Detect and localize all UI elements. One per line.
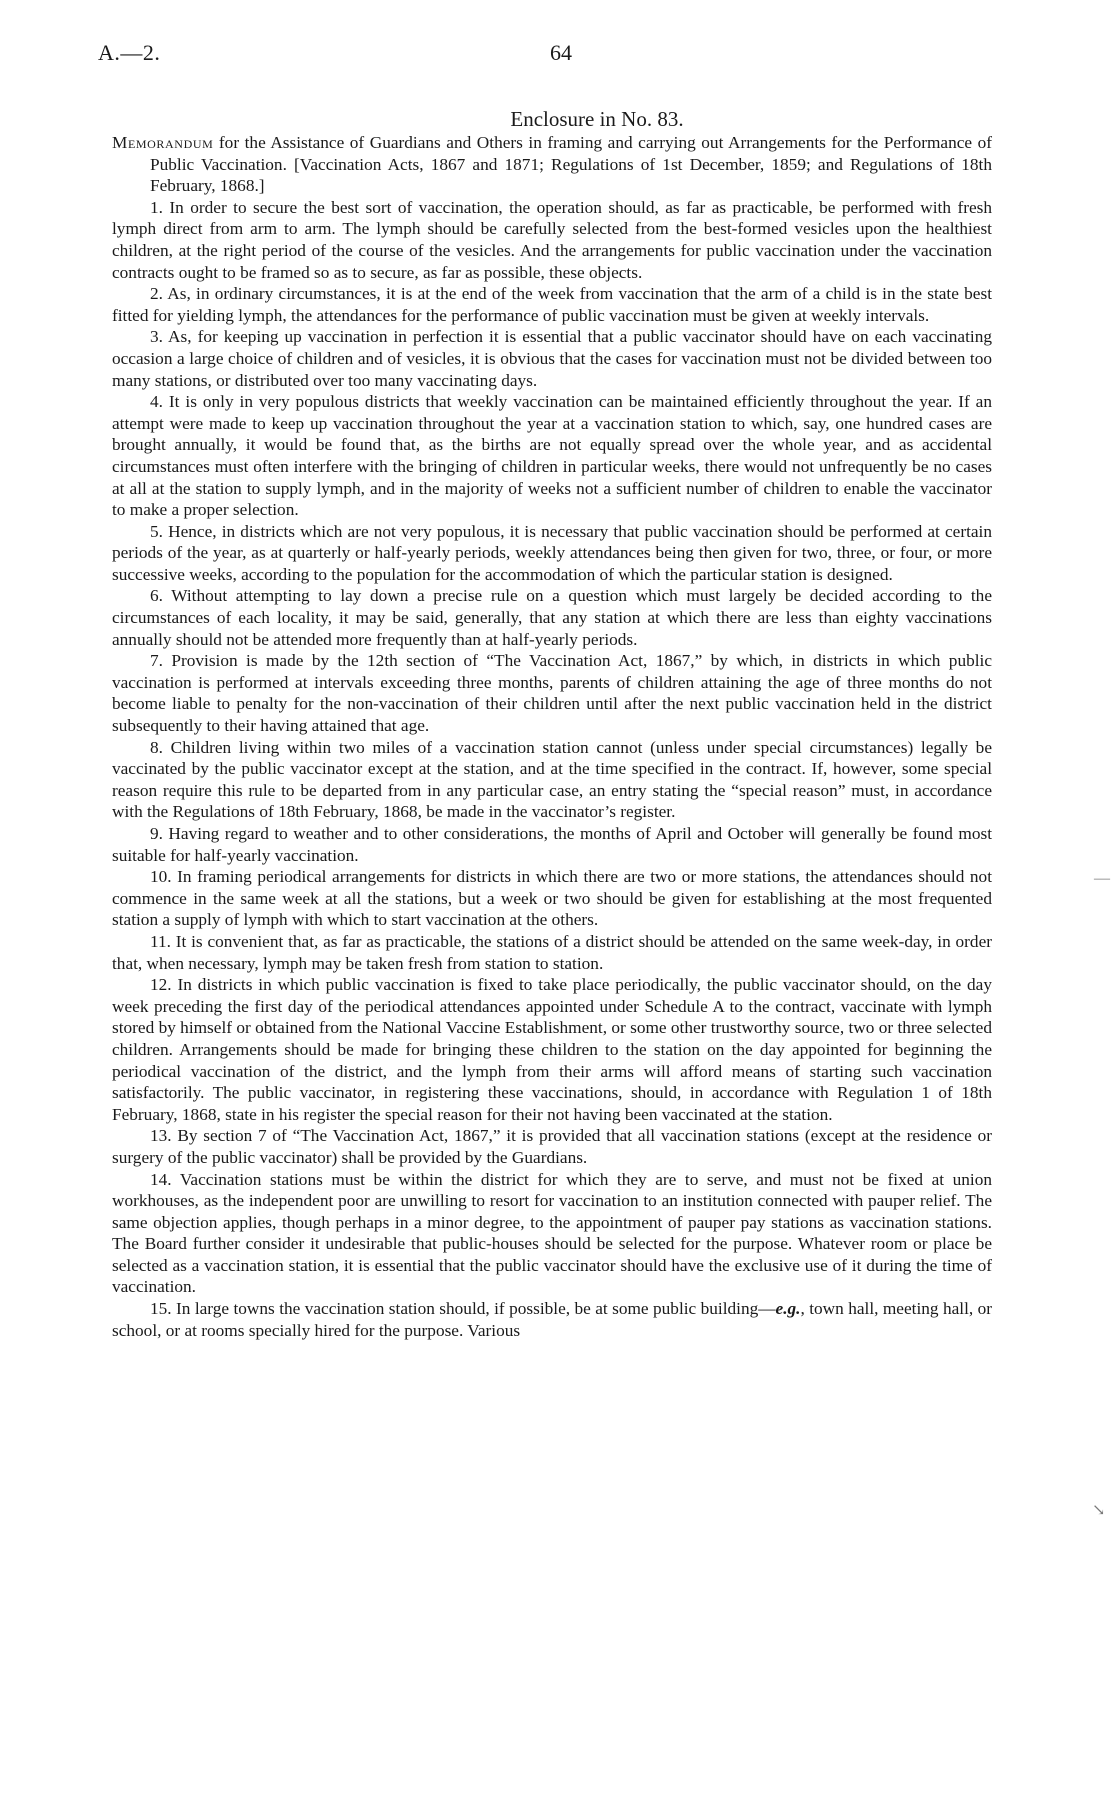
paragraph-4: 4. It is only in very populous districts that weekly vaccination can be maintained efficiently throughout the year. If an attempt were made to keep up vaccination throughout the year at a vaccination station to which, say, one hundred cases are brought annually, it would be found that, as the births are not equally spread over the whole year, and as accidental circumstances must often interfere with the bringing of children in particular weeks, there would not unfrequently be no cases at all at the station to supply lymph, and in the majority of weeks not a sufficient number of children to enable the vaccinator to make a proper selection.	[112, 392, 992, 520]
document-page	[98, 40, 993, 1341]
paragraph-6: 6. Without attempting to lay down a precise rule on a question which must largely be decided according to the circumstances of each locality, it may be said, generally, that any station at which there are less than eighty vaccinations annually should not be attended more frequently than at half-yearly periods.	[112, 586, 992, 649]
paragraph-10: 10. In framing periodical arrangements for districts in which there are two or more stations, the attendances should not commence in the same week at all the stations, but a week or two should be given for establishing at the most frequented station a supply of lymph with which to start vaccination at the others.	[112, 867, 992, 930]
paragraph-11: 11. It is convenient that, as far as practicable, the stations of a district should be attended on the same week-day, in order that, when necessary, lymph may be taken fresh from station to station.	[112, 931, 992, 973]
paragraph-14: 14. Vaccination stations must be within the district for which they are to serve, and must not be fixed at union workhouses, as the independent poor are unwilling to resort for vaccination to an institution connected with pauper relief. The same objection applies, though perhaps in a minor degree, to the appointment of pauper pay stations as vaccination stations. The Board further consider it undesirable that public-houses should be selected for the purpose. Whatever room or place be selected as a vaccination station, it is essential that the public vaccinator should have the exclusive use of it during the time of vaccination.	[112, 1169, 992, 1297]
paragraph-15	[112, 1298, 992, 1341]
paragraph-3: 3. As, for keeping up vaccination in perfection it is essential that a public vaccinator should have on each vaccinating occasion a large choice of children and of vesicles, it is obvious that the cases for vaccination must not be divided between too many stations, or distributed over too many vaccinating days.	[112, 327, 992, 390]
memorandum-text: for the Assistance of Guardians and Others in framing and carrying out Arrangements for the Performance of Public Vaccination. [Vaccination Acts, 1867 and 1871; Regulations of 1st December, 1859; and Regulations of 18th February, 1868.]	[150, 133, 992, 196]
paragraph-12: 12. In districts in which public vaccination is fixed to take place periodically, the public vaccinator should, on the day week preceding the first day of the periodical attendances appointed under Schedule A to the contract, vaccinate with lymph stored by himself or obtained from the National Vaccine Establishment, or some other trustworthy source, two or three selected children. Arrangements should be made for bringing these children to the station on the day appointed for beginning the periodical vaccination of the district, and the lymph from their arms will afford means of starting such vaccination satisfactorily. The public vaccinator, in registering these vaccinations, should, in accordance with Regulation 1 of 18th February, 1868, state in his register the special reason for their not having been vaccinated at the station.	[112, 975, 992, 1124]
paragraph-8: 8. Children living within two miles of a vaccination station cannot (unless under special circumstances) legally be vaccinated by the public vaccinator except at the station, and at the time specified in the contract. If, however, some special reason require this rule to be departed from in any particular case, an entry stating the “special reason” must, in accordance with the Regulations of 18th February, 1868, be made in the vaccinator’s register.	[112, 737, 992, 822]
enclosure-title: Enclosure in No. 83.	[510, 107, 684, 131]
page-number: 64	[550, 40, 572, 65]
page-header	[98, 40, 992, 84]
paragraph-13: 13. By section 7 of “The Vaccination Act, 1867,” it is provided that all vaccination stations (except at the residence or surgery of the public vaccinator) shall be provided by the Guardians.	[112, 1126, 992, 1167]
paragraph-15-end: , town hall, meeting hall, or school, or at rooms specially hired for the purpose. Various	[112, 1299, 993, 1340]
memorandum-lead: Memorandum	[112, 133, 214, 152]
paragraph-1: 1. In order to secure the best sort of vaccination, the operation should, as far as practicable, be performed with fresh lymph direct from arm to arm. The lymph should be carefully selected from the best-formed vesicles upon the healthiest children, at the right period of the course of the vesicles. And the arrangements for public vaccination under the vaccination contracts ought to be framed so as to secure, as far as possible, these objects.	[112, 197, 992, 282]
paragraph-15-abbreviation: e.g.	[775, 1299, 801, 1319]
paragraph-5: 5. Hence, in districts which are not very populous, it is necessary that public vaccination should be performed at certain periods of the year, as at quarterly or half-yearly periods, weekly attendances being then given for two, three, or four, or more successive weeks, according to the population for the accommodation of which the particular station is designed.	[112, 521, 992, 584]
paragraph-9: 9. Having regard to weather and to other considerations, the months of April and October will generally be found most suitable for half-yearly vaccination.	[112, 824, 992, 865]
memorandum-heading	[112, 132, 992, 197]
margin-mark: —	[1094, 870, 1110, 887]
document-reference: A.—2.	[98, 40, 161, 65]
paragraph-2: 2. As, in ordinary circumstances, it is at the end of the week from vaccination that the arm of a child is in the state best fitted for yielding lymph, the attendances for the performance of public vaccination must be given at weekly intervals.	[112, 284, 992, 325]
paragraph-15-start: 15. In large towns the vaccination station should, if possible, be at some public building—	[150, 1299, 776, 1319]
margin-mark: ↘	[1092, 1502, 1106, 1519]
paragraph-7: 7. Provision is made by the 12th section of “The Vaccination Act, 1867,” by which, in districts in which public vaccination is performed at intervals exceeding three months, parents of children attaining the age of three months do not become liable to penalty for the non-vaccination of their children until after the next public vaccination held in the district subsequently to their having attained that age.	[112, 651, 992, 736]
